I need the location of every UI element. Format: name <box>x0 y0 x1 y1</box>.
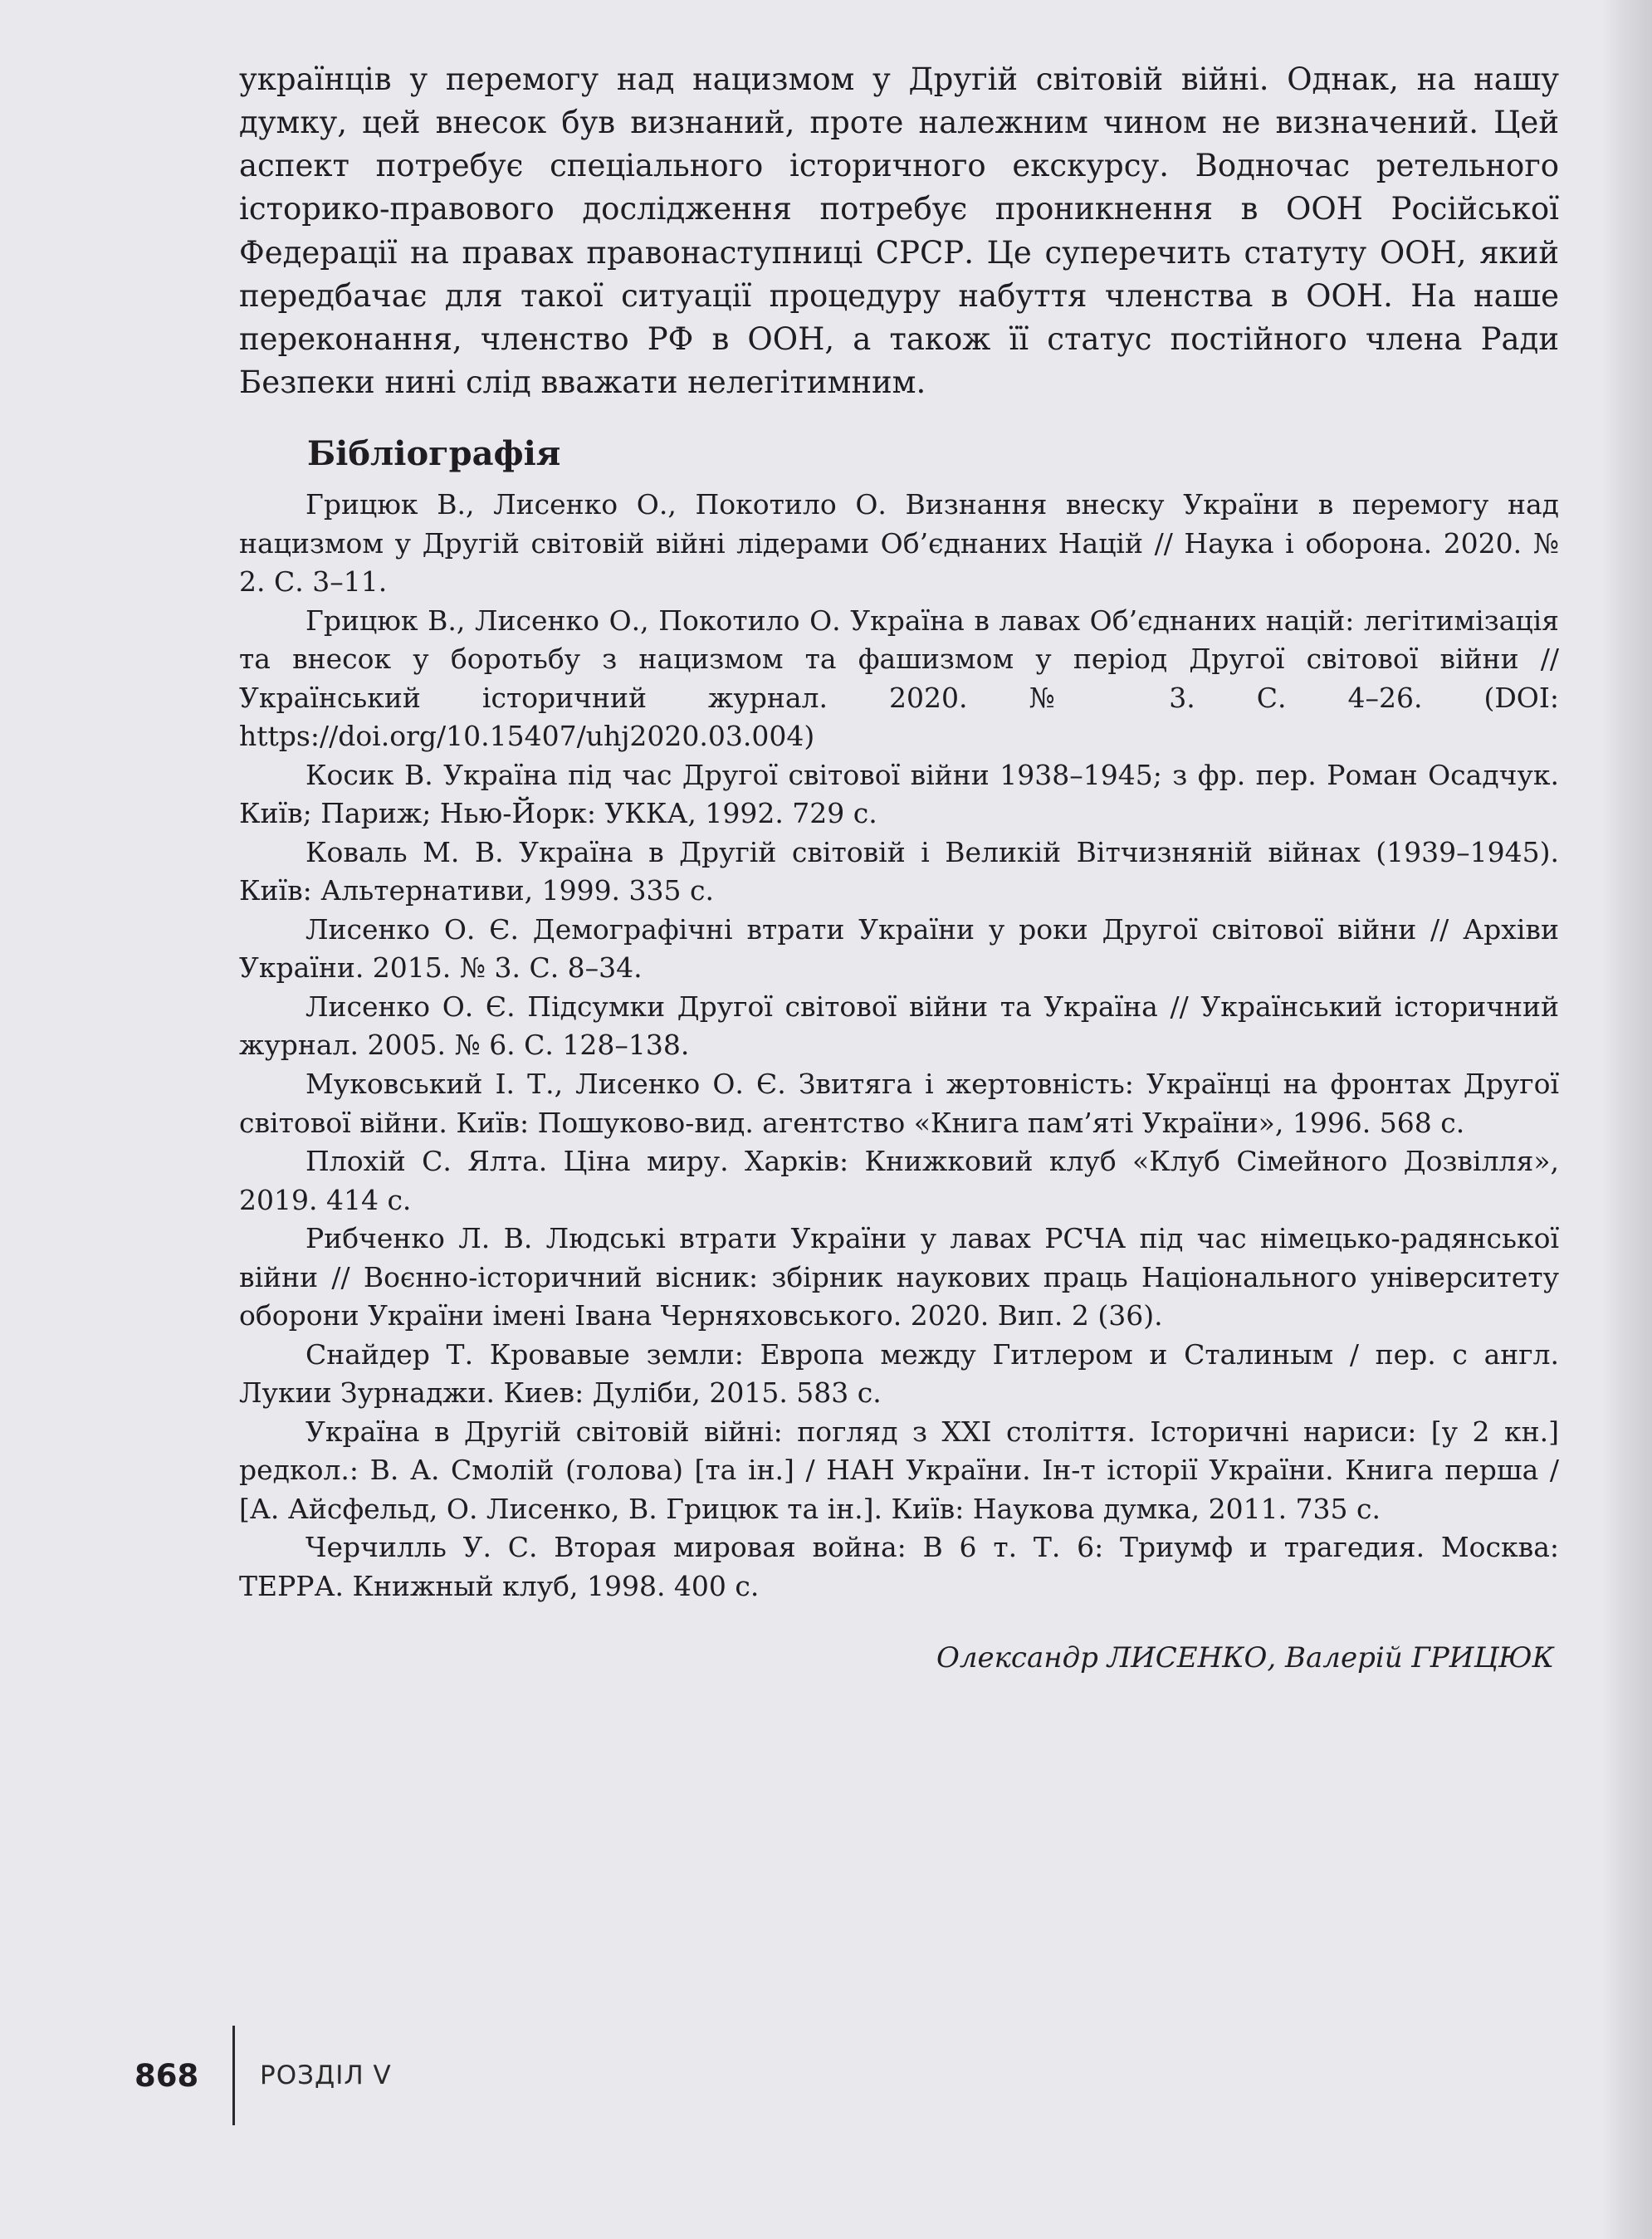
bibliography-entry: Коваль М. В. Україна в Другій світовій і Великій Вітчизняній війнах (1939–1945). Київ: Альтернативи, 1999. 335 с. <box>239 835 1559 907</box>
bibliography-list <box>239 486 1559 1606</box>
author-signature: Олександр ЛИСЕНКО, Валерій ГРИЦЮК <box>936 1641 1554 1675</box>
bibliography-entry: Косик В. Україна під час Другої світової війни 1938–1945; з фр. пер. Роман Осадчук. Київ; Париж; Нью-Йорк: УККА, 1992. 729 с. <box>239 758 1559 830</box>
bibliography-entry: Грицюк В., Лисенко О., Покотило О. Визнання внеску України в перемогу над нацизмом у Другій світовій війні лідерами Об’єднаних Націй // Наука і оборона. 2020. № 2. С. 3–11. <box>239 488 1559 599</box>
page-number: 868 <box>134 2057 199 2094</box>
page-content <box>239 58 1559 1679</box>
footer-divider <box>232 2026 235 2125</box>
intro-paragraph: українців у перемогу над нацизмом у Другій світовій війні. Однак, на нашу думку, цей внесок був визнаний, проте належним чином не визначений. Цей аспект потребує спеціального історичного екскурсу. Водночас ретельного історико-правового дослідження потребує проникнення в ООН Російської Федерації на правах правонаступниці СРСР. Це суперечить статуту ООН, який передбачає для такої ситуації процедуру набуття членства в ООН. На наше переконання, членство РФ в ООН, а також її статус постійного члена Ради Безпеки нині слід вважати нелегітимним. <box>239 61 1559 401</box>
bibliography-entry: Снайдер Т. Кровавые земли: Европа между Гитлером и Сталиным / пер. с англ. Лукии Зурнаджи. Киев: Дуліби, 2015. 583 с. <box>239 1337 1559 1410</box>
bibliography-entry: Грицюк В., Лисенко О., Покотило О. Україна в лавах Об’єднаних націй: легітимізація та внесок у боротьбу з нацизмом та фашизмом у період Другої світової війни // Український історичний журнал. 2020. № 3. С. 4–26. (DOI: https://doi.org/10.15407/uhj2020.03.004) <box>239 604 1559 753</box>
bibliography-heading: Бібліографія <box>307 434 561 474</box>
bibliography-entry: Муковський І. Т., Лисенко О. Є. Звитяга і жертовність: Українці на фронтах Другої світової війни. Київ: Пошуково-вид. агентство «Книга пам’яті України», 1996. 568 с. <box>239 1067 1559 1139</box>
bibliography-entry: Лисенко О. Є. Демографічні втрати України у роки Другої світової війни // Архіви України. 2015. № 3. С. 8–34. <box>239 912 1559 985</box>
bibliography-entry: Лисенко О. Є. Підсумки Другої світової війни та Україна // Український історичний журнал. 2005. № 6. С. 128–138. <box>239 990 1559 1062</box>
bibliography-entry: Черчилль У. С. Вторая мировая война: В 6 т. Т. 6: Триумф и трагедия. Москва: ТЕРРА. Книжный клуб, 1998. 400 с. <box>239 1531 1559 1602</box>
page-edge-shadow <box>1602 0 1652 2239</box>
section-label: РОЗДІЛ V <box>260 2061 392 2090</box>
bibliography-entry: Рибченко Л. В. Людські втрати України у лавах РСЧА під час німецько-радянської війни // Воєнно-історичний вісник: збірник наукових праць Національного університету оборони України імені Івана Черняховського. 2020. Вип. 2 (36). <box>239 1222 1559 1332</box>
bibliography-entry: Плохій С. Ялта. Ціна миру. Харків: Книжковий клуб «Клуб Сімейного Дозвілля», 2019. 414 с. <box>239 1145 1559 1216</box>
bibliography-entry: Україна в Другій світовій війні: погляд з XXI століття. Історичні нариси: [у 2 кн.] редкол.: В. А. Смолій (голова) [та ін.] / НАН України. Ін-т історії України. Книга перша / [А. Айсфельд, О. Лисенко, В. Грицюк та ін.]. Київ: Наукова думка, 2011. 735 с. <box>239 1415 1559 1525</box>
page-footer <box>134 2026 392 2125</box>
